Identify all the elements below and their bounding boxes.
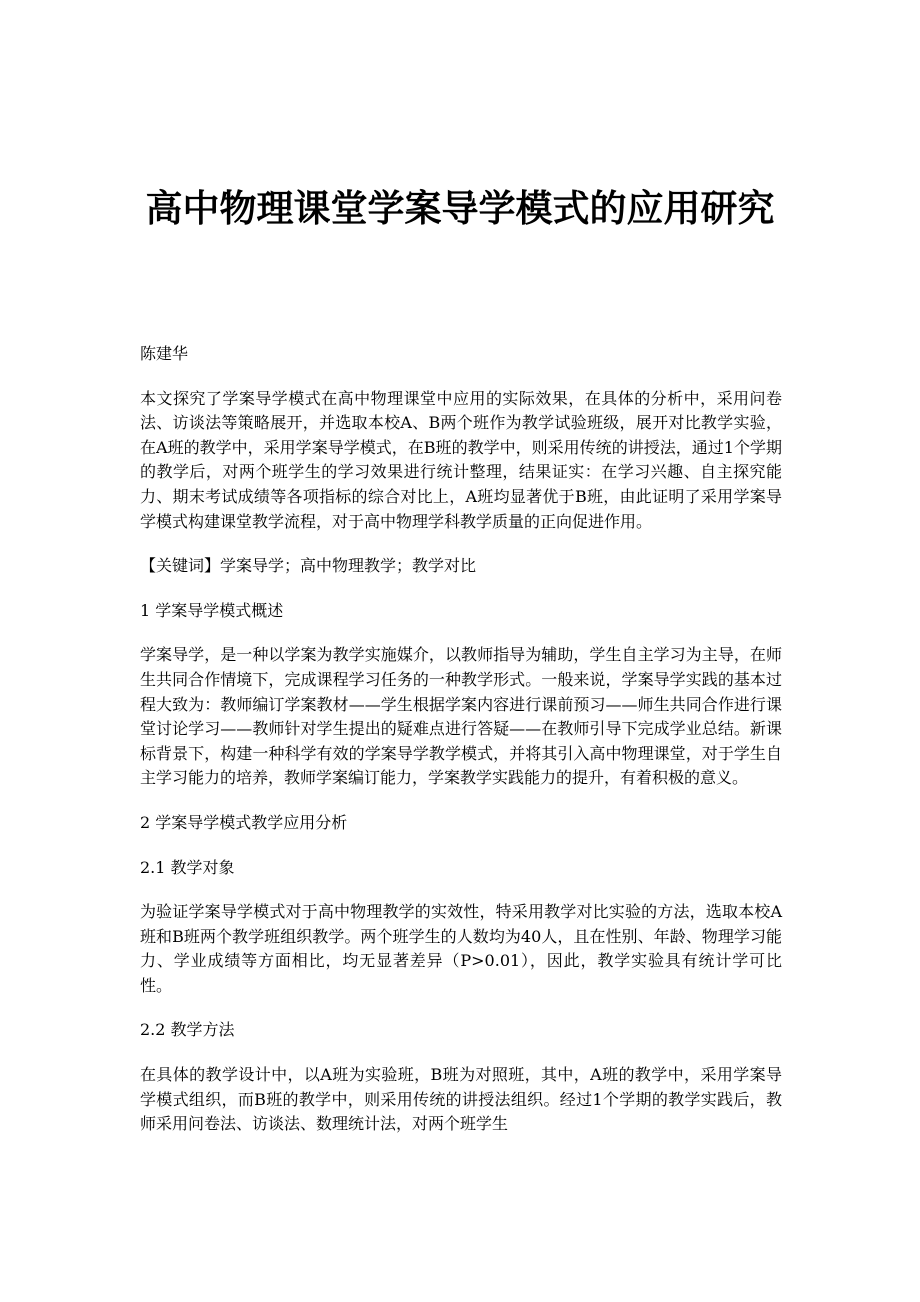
keywords-line: 【关键词】学案导学；高中物理教学；教学对比 [140,556,477,576]
section-2-2-paragraph: 在具体的教学设计中，以A班为实验班，B班为对照班，其中，A班的教学中，采用学案导学模式组织，而B班的教学中，则采用传统的讲授法组织。经过1个学期的教学实践后，教师采用问卷法、访谈法、数理统计法，对两个班学生 [140,1065,782,1134]
document-title: 高中物理课堂学案导学模式的应用研究 [145,186,775,230]
section-2-2-heading: 2.2 教学方法 [140,1020,235,1040]
section-1-heading: 1 学案导学模式概述 [140,600,284,620]
section-2-1-heading: 2.1 教学对象 [140,857,235,877]
section-1-paragraph: 学案导学，是一种以学案为教学实施媒介，以教师指导为辅助，学生自主学习为主导，在师生共同合作情境下，完成课程学习任务的一种教学形式。一般来说，学案导学实践的基本过程大致为：教师编订学案教材——学生根据学案内容进行课前预习——师生共同合作进行课堂讨论学习——教师针对学生提出的疑难点进行答疑——在教师引导下完成学业总结。新课标背景下，构建一种科学有效的学案导学教学模式，并将其引入高中物理课堂，对于学生自主学习能力的培养，教师学案编订能力，学案教学实践能力的提升，有着积极的意义。 [140,645,782,788]
author-name: 陈建华 [140,344,189,363]
document-body [140,342,782,1157]
abstract-paragraph: 本文探究了学案导学模式在高中物理课堂中应用的实际效果，在具体的分析中，采用问卷法、访谈法等策略展开，并选取本校A、B两个班作为教学试验班级，展开对比教学实验，在A班的教学中，采用学案导学模式，在B班的教学中，则采用传统的讲授法，通过1个学期的教学后，对两个班学生的学习效果进行统计整理，结果证实：在学习兴趣、自主探究能力、期末考试成绩等各项指标的综合对比上，A班均显著优于B班，由此证明了采用学案导学模式构建课堂教学流程，对于高中物理学科教学质量的正向促进作用。 [140,388,782,531]
section-2-heading: 2 学案导学模式教学应用分析 [140,812,348,832]
section-2-1-paragraph: 为验证学案导学模式对于高中物理教学的实效性，特采用教学对比实验的方法，选取本校A班和B班两个教学班组织教学。两个班学生的人数均为40人，且在性别、年龄、物理学习能力、学业成绩等方面相比，均无显著差异（P>0.01），因此，教学实验具有统计学可比性。 [140,902,782,995]
